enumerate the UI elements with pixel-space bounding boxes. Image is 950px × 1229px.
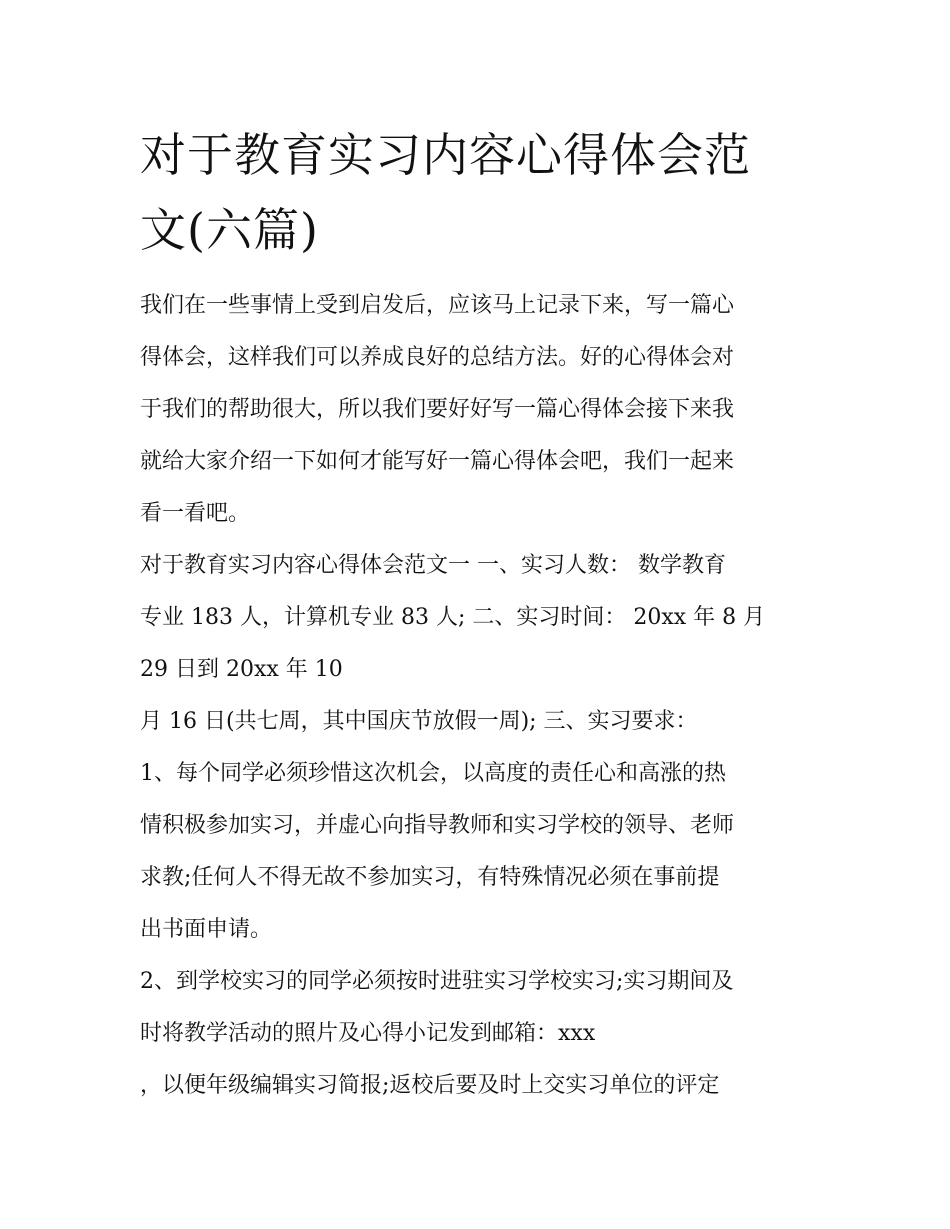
body-line: 1、每个同学必须珍惜这次机会，以高度的责任心和高涨的热 [140,761,726,786]
body-line: 29 日到 20xx 年 10 [140,657,343,682]
body-line: 2、到学校实习的同学必须按时进驻实习学校实习;实习期间及 [140,969,734,994]
body-line: 时将教学活动的照片及心得小记发到邮箱：xxx [140,1021,596,1046]
body-line: 看一看吧。 [140,501,251,526]
body-line: 得体会，这样我们可以养成良好的总结方法。好的心得体会对 [140,345,735,370]
body-line: 我们在一些事情上受到启发后，应该马上记录下来，写一篇心 [140,293,735,318]
body-line: 情积极参加实习，并虚心向指导教师和实习学校的领导、老师 [140,813,735,838]
body-line: 就给大家介绍一下如何才能写好一篇心得体会吧，我们一起来 [140,449,735,474]
document-title [140,118,830,268]
body-line: 对于教育实习内容心得体会范文一 一、实习人数： 数学教育 [140,553,726,578]
document-body [140,280,830,1112]
body-line: 求教;任何人不得无故不参加实习，有特殊情况必须在事前提 [140,865,720,890]
body-line: 出书面申请。 [140,917,273,942]
body-line: 月 16 日(共七周，其中国庆节放假一周); 三、实习要求： [140,709,698,734]
body-line: ，以便年级编辑实习简报;返校后要及时上交实习单位的评定 [140,1073,720,1098]
title-line: 对于教育实习内容心得体会范 [140,128,751,182]
body-line: 专业 183 人，计算机专业 83 人; 二、实习时间： 20xx 年 8 月 [140,605,766,630]
body-line: 于我们的帮助很大，所以我们要好好写一篇心得体会接下来我 [140,397,735,422]
title-line: 文(六篇) [140,203,319,257]
